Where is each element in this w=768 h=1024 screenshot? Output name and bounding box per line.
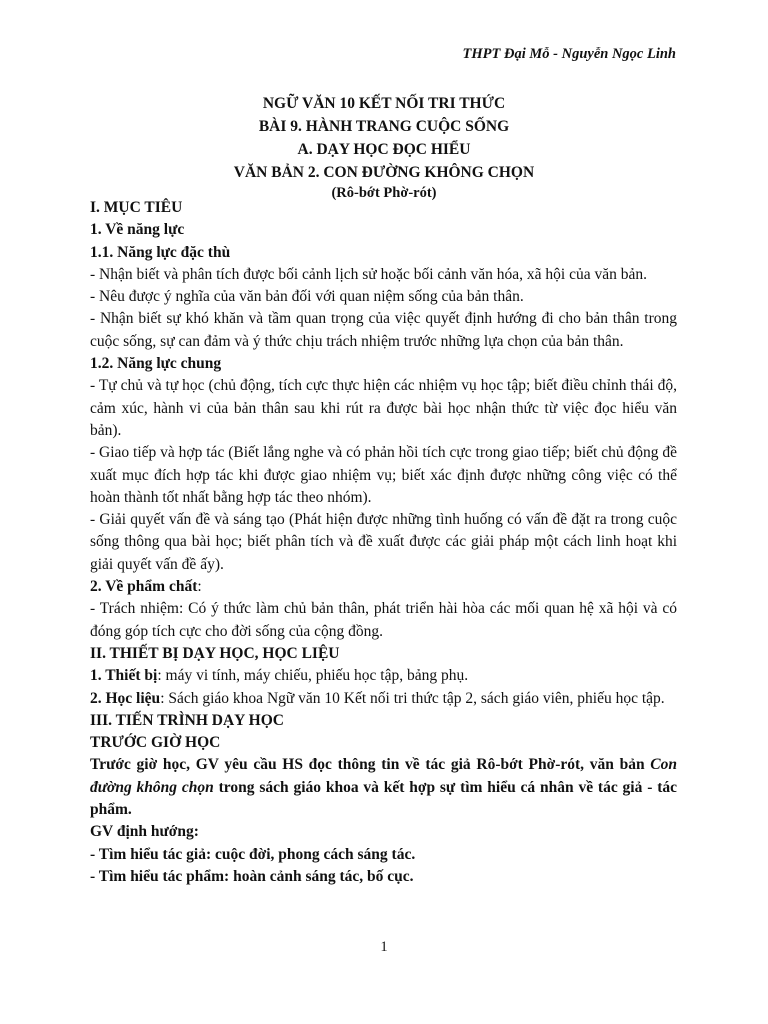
document-body xyxy=(90,197,677,888)
subheading-general-competence: 1.2. Năng lực chung xyxy=(90,355,222,373)
materials-label: 2. Học liệu xyxy=(90,689,161,707)
paragraph: - Giải quyết vấn đề và sáng tạo (Phát hiện được những tình huống có vấn đề đặt ra trong cuộc sống thông qua bài học; biết phân tích và đề xuất được các giải pháp một cách linh hoạt khi giải quyết vấn đề ấy). xyxy=(90,511,677,573)
guidance-item-work: - Tìm hiểu tác phẩm: hoàn cảnh sáng tác, bố cục. xyxy=(90,867,414,885)
intro-part-a: Trước giờ học, GV yêu cầu HS đọc thông tin về tác giả Rô-bớt Phờ-rót, văn bản xyxy=(90,756,651,774)
section-heading-objectives: I. MỤC TIÊU xyxy=(90,199,183,216)
before-class-intro xyxy=(90,754,677,821)
page-header: THPT Đại Mỗ - Nguyễn Ngọc Linh xyxy=(462,46,676,62)
guidance-item-author: - Tìm hiểu tác giả: cuộc đời, phong cách sáng tác. xyxy=(90,845,416,863)
title-line-1: NGỮ VĂN 10 KẾT NỐI TRI THỨC xyxy=(262,95,506,112)
subheading-competence: 1. Về năng lực xyxy=(90,221,185,239)
intro-part-b: trong sách giáo khoa và kết hợp sự tìm hiểu cá nhân về tác giả - tác phẩm. xyxy=(90,778,677,819)
title-author: (Rô-bớt Phờ-rót) xyxy=(331,185,437,201)
equipment-label: 1. Thiết bị xyxy=(90,667,158,685)
title-line-4: VĂN BẢN 2. CON ĐƯỜNG KHÔNG CHỌN xyxy=(233,164,535,181)
subheading-qualities xyxy=(90,576,677,598)
equipment-line xyxy=(90,665,677,687)
page-number: 1 xyxy=(380,939,388,955)
paragraph: - Tự chủ và tự học (chủ động, tích cực thực hiện các nhiệm vụ học tập; biết điều chỉnh thái độ, cảm xúc, hành vi của bản thân sau khi rút ra được bài học nhận thức từ việc đọc hiểu văn bản). xyxy=(90,377,677,439)
paragraph: - Giao tiếp và hợp tác (Biết lắng nghe và có phản hồi tích cực trong giao tiếp; biết chủ động đề xuất mục đích hợp tác khi được giao nhiệm vụ; biết xác định được những công việc có thể hoàn thành tốt nhất bằng hợp tác theo nhóm). xyxy=(90,444,677,506)
qualities-label: 2. Về phẩm chất xyxy=(90,578,198,596)
intro-work-title: Con đường không chọn xyxy=(90,756,677,796)
section-heading-process: III. TIẾN TRÌNH DẠY HỌC xyxy=(90,711,284,729)
paragraph: - Nhận biết sự khó khăn và tầm quan trọng của việc quyết định hướng đi cho bản thân trong cuộc sống, sự can đảm và ý thức chịu trách nhiệm trước những lựa chọn của bản thân. xyxy=(90,310,677,350)
materials-line xyxy=(90,688,677,710)
paragraph: - Trách nhiệm: Có ý thức làm chủ bản thân, phát triển hài hòa các mối quan hệ xã hội và có đóng góp tích cực cho đời sống của cộng đồng. xyxy=(90,600,677,640)
qualities-colon: : xyxy=(197,578,202,596)
equipment-text: : máy vi tính, máy chiếu, phiếu học tập, bảng phụ. xyxy=(157,667,469,685)
teacher-guidance-label: GV định hướng: xyxy=(90,823,199,841)
section-heading-equipment: II. THIẾT BỊ DẠY HỌC, HỌC LIỆU xyxy=(90,644,340,662)
materials-text: : Sách giáo khoa Ngữ văn 10 Kết nối tri thức tập 2, sách giáo viên, phiếu học tập. xyxy=(160,689,665,707)
subheading-before-class: TRƯỚC GIỜ HỌC xyxy=(90,734,221,752)
subheading-specific-competence: 1.1. Năng lực đặc thù xyxy=(90,243,231,261)
title-line-3: A. DẠY HỌC ĐỌC HIỂU xyxy=(297,141,471,158)
title-line-2: BÀI 9. HÀNH TRANG CUỘC SỐNG xyxy=(258,118,510,135)
lesson-titles xyxy=(90,92,678,202)
paragraph: - Nêu được ý nghĩa của văn bản đối với quan niệm sống của bản thân. xyxy=(90,288,524,306)
paragraph: - Nhận biết và phân tích được bối cảnh lịch sử hoặc bối cảnh văn hóa, xã hội của văn bản. xyxy=(90,265,647,283)
